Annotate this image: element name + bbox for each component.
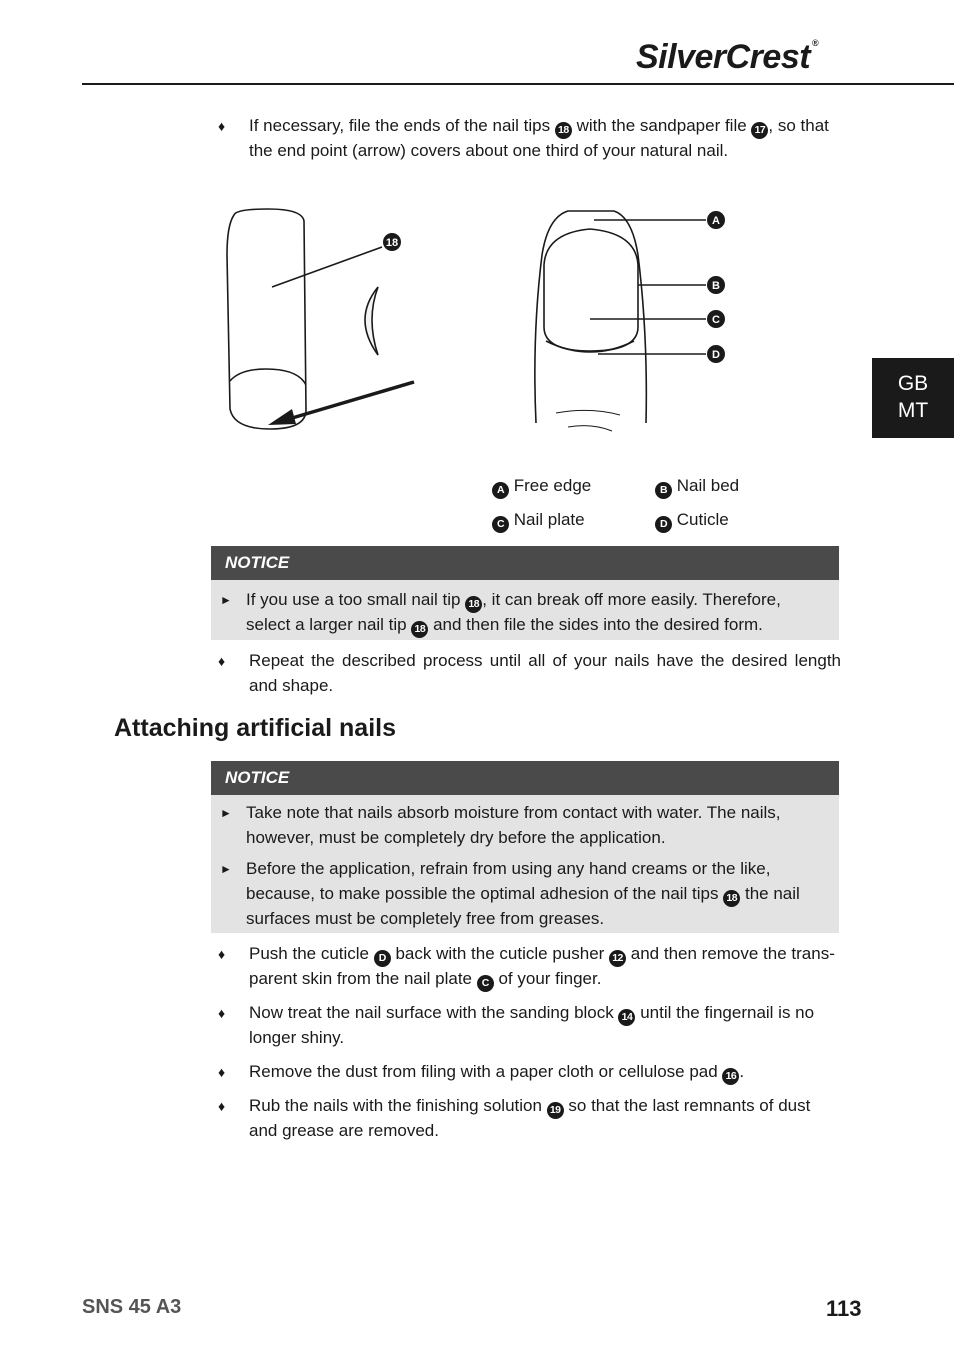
bullet-symbol: ♦ (218, 1005, 226, 1021)
marker-a: A (712, 215, 720, 227)
step-text: Push the cuticle D back with the cuticle pusher 12 and then remove the trans-parent skin from the nail plate C of your finger. (249, 942, 841, 992)
arrow-icon: ► (220, 806, 232, 820)
step-text: Remove the dust from filing with a paper cloth or cellulose pad 16 . (249, 1060, 841, 1085)
page-number: 113 (826, 1296, 862, 1321)
knuckle-lines (556, 410, 620, 431)
legend-item: A Free edge (492, 474, 591, 499)
nail-illustration (200, 195, 760, 445)
arrow-icon: ► (220, 593, 232, 607)
bullet-symbol: ♦ (218, 1098, 226, 1114)
notice-title: NOTICE (211, 761, 839, 795)
arrow-line (282, 382, 414, 421)
legend-item: C Nail plate (492, 508, 585, 533)
bullet-symbol: ♦ (218, 1064, 226, 1080)
header-rule (82, 83, 954, 85)
nail-outline (544, 229, 638, 351)
step-text: Rub the nails with the finishing solution 19 so that the last remnants of dust and grease are removed. (249, 1096, 811, 1140)
nail-tip-outline (227, 209, 306, 429)
ref-number: 18 (555, 122, 572, 139)
bullet-symbol: ♦ (218, 118, 226, 134)
notice-item: ► Take note that nails absorb moisture from contact with water. The nails, however, must be completely dry before the application. (220, 803, 781, 847)
repeat-bullet-text: Repeat the described process until all of your nails have the desired length and shape. (249, 651, 841, 695)
notice-box (211, 761, 839, 933)
language-code-gb: GB (897, 372, 929, 395)
section-title: Attaching artificial nails (114, 714, 397, 742)
brand-logo: SilverCrest ® (636, 38, 819, 76)
notice-item: ► If you use a too small nail tip 18 , it can break off more easily. Therefore, select a larger nail tip 18 and then file the sides into the desired form. (211, 588, 839, 638)
legend-item: D Cuticle (655, 508, 729, 533)
notice-title: NOTICE (211, 546, 839, 580)
notice-box (211, 546, 839, 640)
finger-outline (535, 211, 646, 423)
arrow-icon: ► (220, 862, 232, 876)
notice-item: ► Before the application, refrain from using any hand creams or the like, because, to make possible the optimal adhesion of the nail tips 18 the nail surfaces must be completely free from greases. (220, 859, 800, 928)
nail-tip-leader (272, 247, 382, 287)
step-text: Now treat the nail surface with the sanding block 14 until the fingernail is no longer shiny. (249, 1003, 815, 1047)
arrow-head (268, 409, 296, 425)
marker-c: C (712, 314, 720, 326)
ref-number: 17 (751, 122, 768, 139)
legend-item: B Nail bed (655, 474, 739, 499)
nail-tip-end-line (230, 369, 306, 385)
language-code-mt: MT (897, 399, 929, 422)
language-tab (872, 358, 954, 438)
footer-model: SNS 45 A3 (82, 1296, 182, 1318)
figure-ref-18: 18 (385, 237, 399, 249)
marker-d: D (712, 349, 720, 361)
tip-side-view (365, 287, 378, 355)
bullet-symbol: ♦ (218, 946, 226, 962)
bullet-symbol: ♦ (218, 653, 226, 669)
intro-bullet-text: If necessary, file the ends of the nail tips 18 with the sandpaper file 17 , so that the end point (arrow) covers about one third of your natural nail. (249, 116, 829, 160)
marker-b: B (712, 280, 720, 292)
